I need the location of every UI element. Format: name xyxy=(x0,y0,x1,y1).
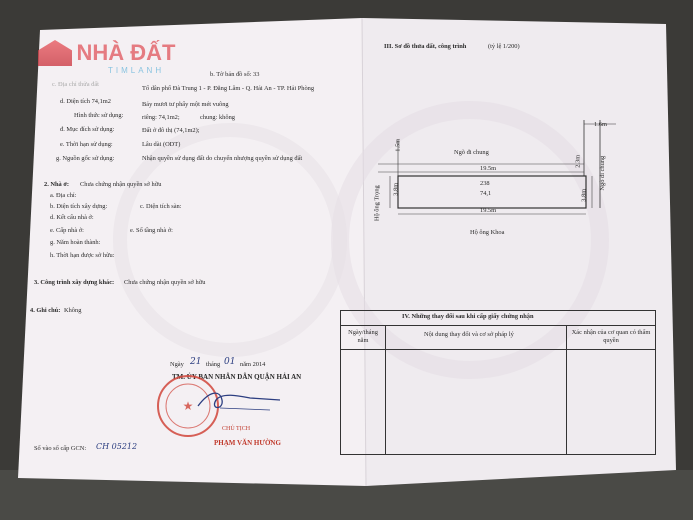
svg-text:★: ★ xyxy=(182,399,194,413)
right-height: 3.8m xyxy=(580,188,588,202)
parcel-outline xyxy=(398,176,586,208)
shared: chung: không xyxy=(200,114,235,121)
dim-15: 1.5m xyxy=(394,138,402,152)
house-build-area: b. Diện tích xây dựng: xyxy=(50,203,108,210)
origin-label: g. Nguồn gốc sử dụng: xyxy=(56,155,115,162)
house-grade: e. Cấp nhà ở: xyxy=(50,227,84,234)
alley-right: Ngõ đi chung xyxy=(599,155,607,191)
note-value: Không xyxy=(64,307,82,314)
area-label: d. Diện tích 74,1m2 xyxy=(60,98,111,105)
changes-title: IV. Những thay đổi sau khi cấp giấy chứng nhận xyxy=(402,313,534,320)
parcel-no: 238 xyxy=(480,180,490,187)
diagram-scale: (tỷ lệ 1/200) xyxy=(488,43,520,50)
left-height: 3.8m xyxy=(392,182,400,196)
changes-col3-header: Xác nhận của cơ quan có thẩm quyền xyxy=(571,329,651,344)
map-sheet: b. Tờ bản đồ số: 33 xyxy=(210,71,260,78)
other-label: 3. Công trình xây dựng khác: xyxy=(34,279,115,286)
chair-title: CHỦ TỊCH xyxy=(222,426,251,432)
use-form: riêng: 74,1m2; xyxy=(142,114,180,121)
other-value: Chưa chứng nhận quyền sở hữu xyxy=(124,279,206,286)
purpose: Đất ở đô thị (74,1m2); xyxy=(142,127,200,134)
bottom-owner: Hộ ông Khoa xyxy=(470,229,505,236)
origin: Nhận quyền sử dụng đất do chuyển nhượng quyền sử dụng đất xyxy=(142,155,303,162)
note-label: 4. Ghi chú: xyxy=(30,307,61,314)
date-prefix: Ngày xyxy=(170,361,184,368)
logo-house-icon xyxy=(38,40,72,66)
house-term: h. Thời hạn được sở hữu: xyxy=(50,252,115,259)
alley-top: Ngõ đi chung xyxy=(454,149,489,156)
house-value: Chưa chứng nhận quyền sở hữu xyxy=(80,181,162,188)
gcn-value: CH 05212 xyxy=(96,442,138,451)
diagram-title: III. Sơ đồ thửa đất, công trình xyxy=(384,43,467,50)
official-stamp xyxy=(150,370,310,450)
watermark-logo xyxy=(38,40,176,75)
date-month: 01 xyxy=(224,357,236,367)
use-form-label: Hình thức sử dụng: xyxy=(74,112,124,119)
changes-col-content xyxy=(385,325,567,455)
term: Lâu dài (ODT) xyxy=(142,141,181,148)
address-label: c. Địa chỉ thửa đất xyxy=(52,81,99,88)
width-top: 1.6m xyxy=(594,121,607,128)
changes-header-line xyxy=(340,349,655,350)
date-month-label: tháng xyxy=(206,361,221,368)
changes-col1-header: Ngày/tháng năm xyxy=(348,329,378,344)
gcn-label: Số vào sổ cấp GCN: xyxy=(34,445,87,452)
purpose-label: đ. Mục đích sử dụng: xyxy=(60,126,115,133)
term-label: e. Thời hạn sử dụng: xyxy=(60,141,113,148)
dim-2: 2.3m xyxy=(574,154,582,168)
logo-tagline: TIMLANH xyxy=(108,66,165,75)
left-owner: Hộ ông Trọng xyxy=(373,185,381,222)
len-bottom: 19.5m xyxy=(480,207,497,214)
house-structure: d. Kết cấu nhà ở: xyxy=(50,214,94,221)
house-floors: e. Số tầng nhà ở: xyxy=(130,227,173,234)
date-day: 21 xyxy=(190,357,202,367)
area-words: Bảy mươi tư phẩy một mét vuông xyxy=(142,101,229,108)
parcel-area: 74,1 xyxy=(480,190,492,197)
changes-col-confirm xyxy=(566,325,656,455)
house-floor-area: c. Diện tích sàn: xyxy=(140,203,182,210)
address: Tổ dân phố Đà Trung 1 - P. Đằng Lâm - Q. Hải An - TP. Hải Phòng xyxy=(142,85,315,92)
changes-col-date xyxy=(340,325,386,455)
logo-brand: NHÀ ĐẤT xyxy=(76,40,176,65)
len-top: 19.5m xyxy=(480,165,497,172)
authority: TM. ỦY BAN NHÂN DÂN QUẬN HẢI AN xyxy=(172,373,302,381)
house-year: g. Năm hoàn thành: xyxy=(50,239,101,246)
house-label: 2. Nhà ở: xyxy=(44,181,70,188)
date-year: năm 2014 xyxy=(240,361,266,368)
changes-col2-header: Nội dung thay đổi và cơ sở pháp lý xyxy=(424,331,514,338)
house-address: a. Địa chỉ: xyxy=(50,192,77,199)
chair-name: PHẠM VĂN HƯỜNG xyxy=(214,439,281,447)
